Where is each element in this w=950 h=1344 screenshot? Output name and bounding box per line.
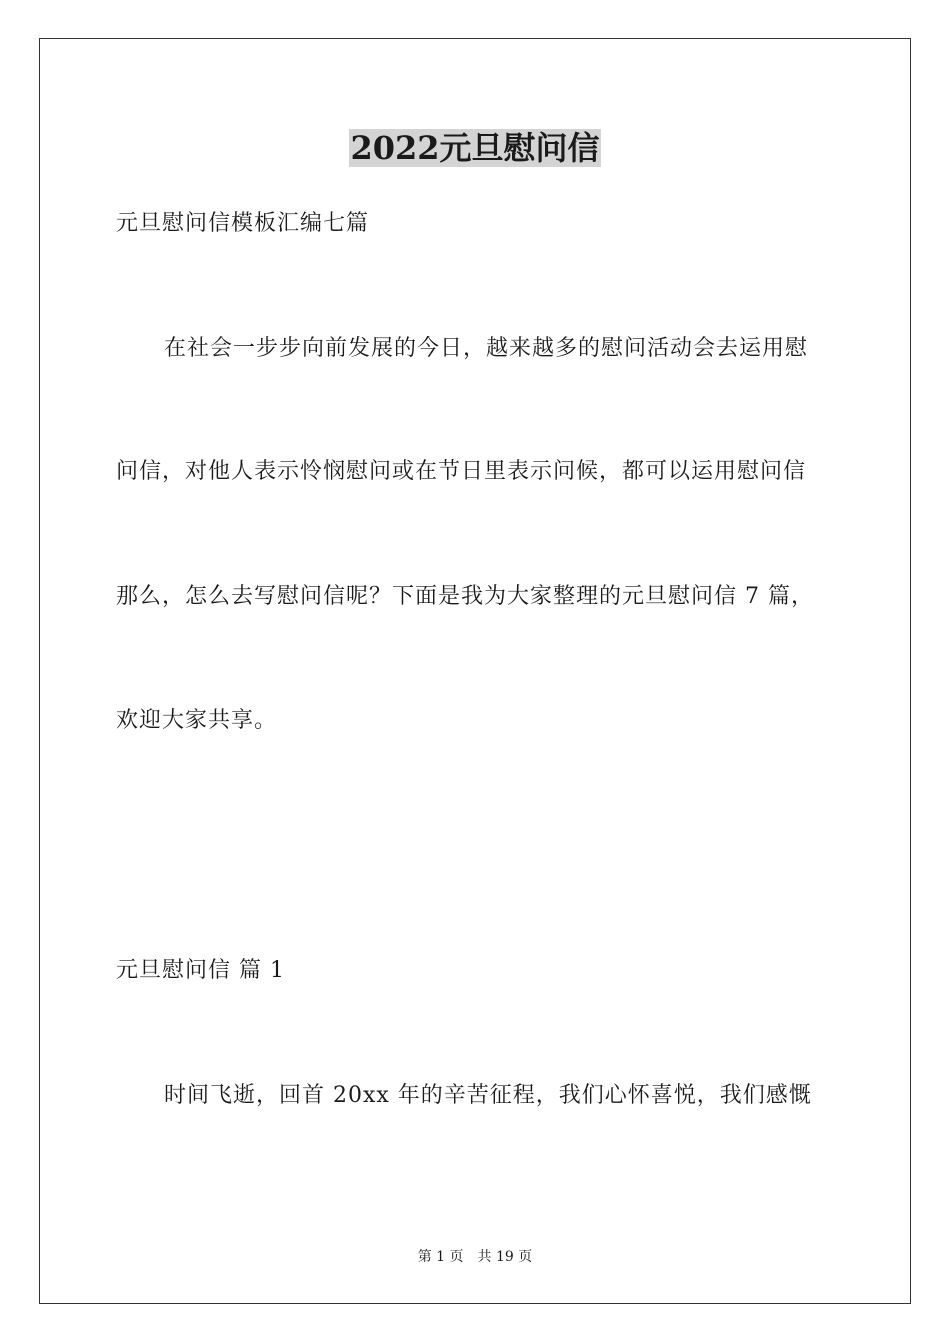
intro-line-1: 在社会一步步向前发展的今日，越来越多的慰问活动会去运用慰 (164, 336, 809, 361)
intro-line-2: 问信，对他人表示怜悯慰问或在节日里表示问候，都可以运用慰问信 (116, 459, 807, 484)
section-line-1: 时间飞逝，回首 20xx 年的辛苦征程，我们心怀喜悦，我们感慨 (164, 1083, 812, 1108)
intro-line-4: 欢迎大家共享。 (116, 708, 278, 733)
page-number: 第 1 页 (417, 1249, 464, 1265)
document-title (0, 126, 950, 170)
section-heading: 元旦慰问信 篇 1 (116, 958, 285, 983)
page-total: 共 19 页 (477, 1249, 533, 1265)
intro-line-3: 那么，怎么去写慰问信呢？下面是我为大家整理的元旦慰问信 7 篇， (116, 584, 814, 609)
document-title-text: 2022元旦慰问信 (350, 129, 600, 167)
page-footer (0, 1247, 950, 1267)
document-subtitle: 元旦慰问信模板汇编七篇 (116, 211, 370, 236)
